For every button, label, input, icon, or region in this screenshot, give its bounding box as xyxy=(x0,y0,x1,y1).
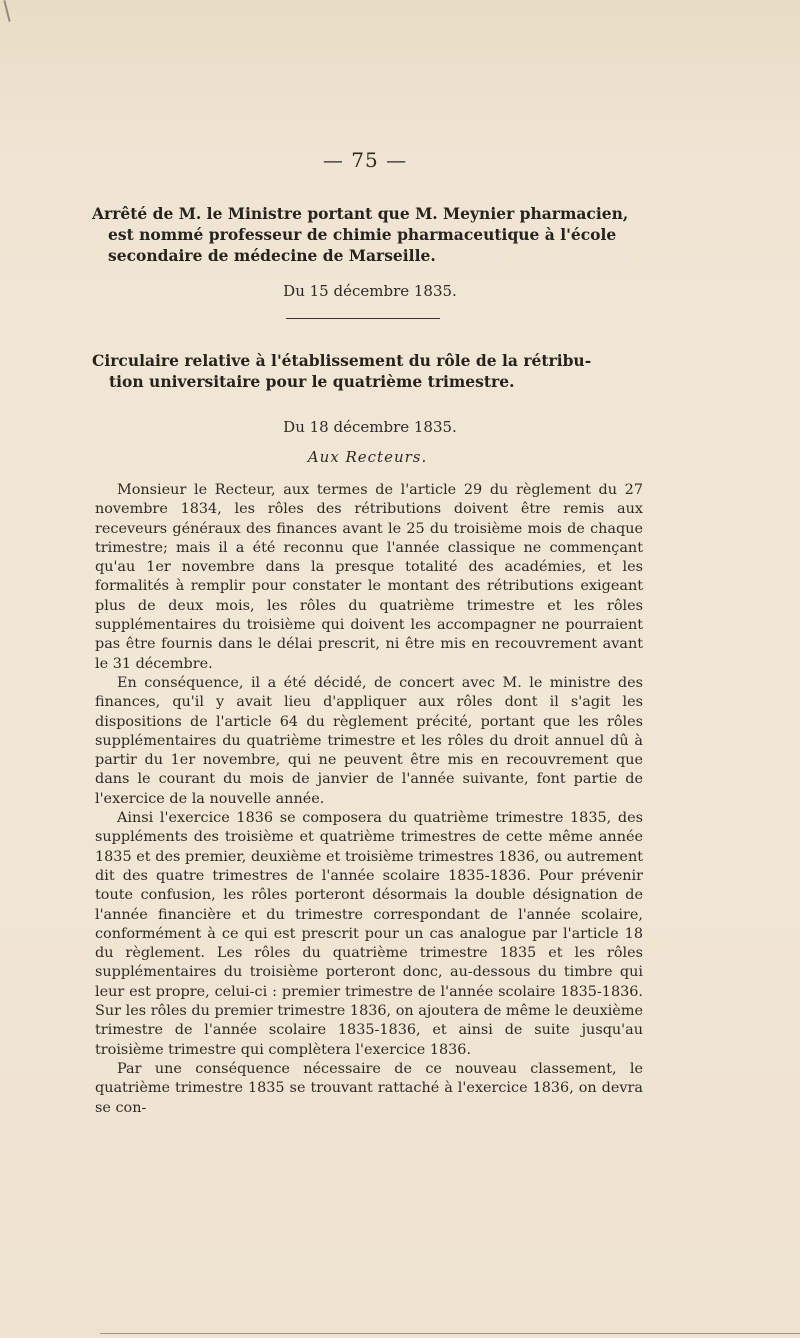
circulaire-title-line-2: tion universitaire pour le quatrième trimestre. xyxy=(109,372,515,391)
page-number: — 75 — xyxy=(322,148,408,172)
arrete-title-line-1: Arrêté de M. le Ministre portant que M. Meynier pharmacien, xyxy=(92,204,629,223)
paragraph: Ainsi l'exercice 1836 se composera du quatrième trimestre 1835, des suppléments des troisième et quatrième trimestres de cette même année 1835 et des premier, deuxième et troisième trimestres 1836, ou autrement dit des quatre trimestres de l'année scolaire 1835-1836. Pour prévenir toute confusion, les rôles porteront désormais la double désignation de l'année financière et du trimestre correspondant de l'année scolaire, conformément à ce qui est prescrit pour un cas analogue par l'article 18 du règlement. Les rôles du quatrième trimestre 1835 et les rôles supplémentaires du troisième porteront donc, au-dessous du timbre qui leur est propre, celui-ci : premier trimestre de l'année scolaire 1835-1836. Sur les rôles du premier trimestre 1836, on ajoutera de même le deuxième trimestre de l'année scolaire 1835-1836, et ainsi de suite jusqu'au troisième trimestre qui complètera l'exercice 1836. xyxy=(95,810,643,1058)
page-bottom-edge xyxy=(100,1333,800,1334)
circulaire-date: Du 18 décembre 1835. xyxy=(283,418,457,436)
arrete-title-line-3: secondaire de médecine de Marseille. xyxy=(108,246,436,265)
circulaire-title xyxy=(92,350,652,392)
arrete-title xyxy=(92,203,652,266)
section-divider xyxy=(286,318,440,319)
arrete-title-line-2: est nommé professeur de chimie pharmaceutique à l'école xyxy=(108,225,617,244)
scan-mark xyxy=(3,0,10,22)
circulaire-title-line-1: Circulaire relative à l'établissement du rôle de la rétribu- xyxy=(92,351,592,370)
arrete-date: Du 15 décembre 1835. xyxy=(283,282,457,300)
circulaire-addressee: Aux Recteurs. xyxy=(307,448,428,466)
paragraph: En conséquence, il a été décidé, de concert avec M. le ministre des finances, qu'il y avait lieu d'appliquer aux rôles dont il s'agit les dispositions de l'article 64 du règlement précité, portant que les rôles supplémentaires du quatrième trimestre et les rôles du droit annuel dû à partir du 1er novembre, qui ne peuvent être mis en recouvrement que dans le courant du mois de janvier de l'année suivante, font partie de l'exercice de la nouvelle année. xyxy=(95,674,643,807)
circulaire-body xyxy=(95,481,643,1118)
paragraph: Monsieur le Recteur, aux termes de l'article 29 du règlement du 27 novembre 1834, les rôles des rétributions doivent être remis aux receveurs généraux des finances avant le 25 du troisième mois de chaque trimestre; mais il a été reconnu que l'année classique ne commençant qu'au 1er novembre dans la presque totalité des académies, et les formalités à remplir pour constater le montant des rétributions exigeant plus de deux mois, les rôles du quatrième trimestre et les rôles supplémentaires du troisième qui doivent les accompagner ne pourraient pas être fournis dans le délai prescrit, ni être mis en recouvrement avant le 31 décembre. xyxy=(95,482,643,672)
paragraph: Par une conséquence nécessaire de ce nouveau classement, le quatrième trimestre 1835 se trouvant rattaché à l'exercice 1836, on devra se con- xyxy=(95,1060,643,1116)
